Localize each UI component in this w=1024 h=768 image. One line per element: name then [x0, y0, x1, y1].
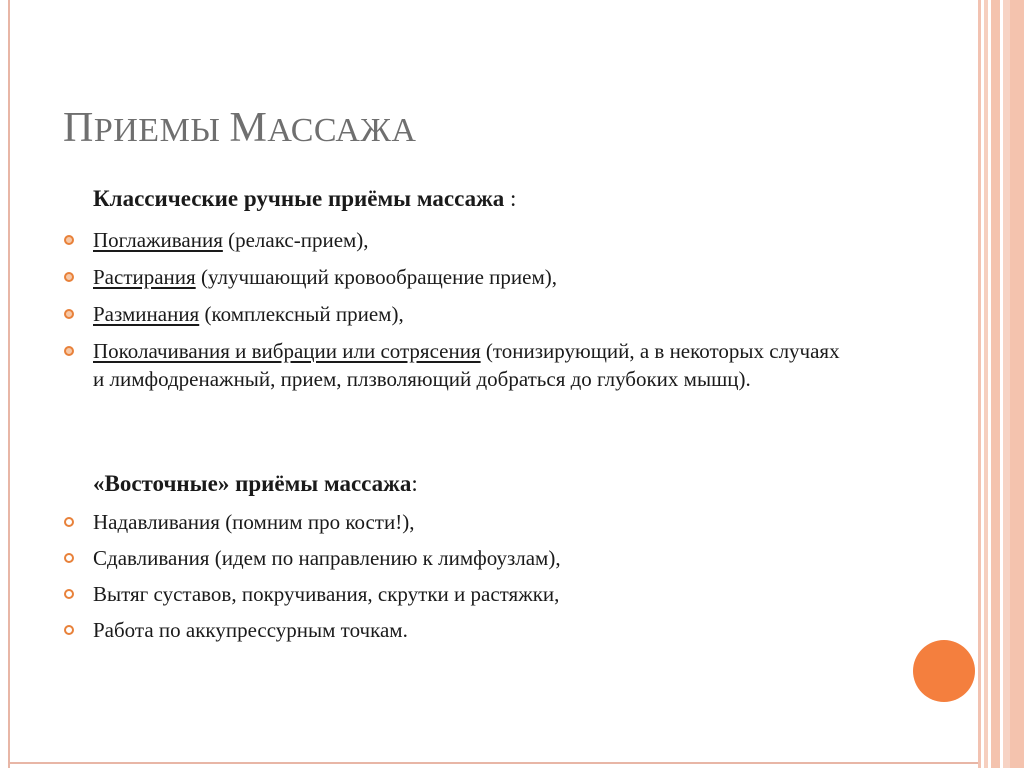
list-item: [62, 337, 852, 393]
classic-list: [62, 226, 852, 402]
list-item-desc: (тонизирующий, а в некоторых случаях и лимфодренажный, прием, плзволяющий добраться до глубоких мышц).: [93, 339, 840, 391]
list-item-desc: (релакс-прием),: [222, 228, 369, 252]
classic-heading: Классические ручные приёмы массажа :: [93, 186, 517, 211]
slide-title: ПРИЕМЫ МАССАЖА: [63, 105, 417, 151]
slide-frame-left: [8, 0, 10, 768]
list-item: [62, 616, 852, 644]
decor-stripe: [1010, 0, 1024, 768]
list-item-term: Растирания: [93, 265, 196, 289]
list-item-text: Надавливания (помним про кости!),: [93, 510, 415, 534]
list-item: [62, 544, 852, 572]
bullet-icon: [64, 553, 74, 563]
decor-circle: [913, 640, 975, 702]
list-item: [62, 580, 852, 608]
decor-stripe: [991, 0, 1000, 768]
bullet-icon: [64, 517, 74, 527]
list-item: [62, 300, 852, 328]
eastern-list: [62, 508, 852, 652]
list-item-text: Вытяг суставов, покручивания, скрутки и растяжки,: [93, 582, 560, 606]
list-item-desc: (комплексный прием),: [199, 302, 404, 326]
list-item-term: Разминания: [93, 302, 200, 326]
list-item-term: Поглаживания: [93, 228, 223, 252]
list-item-desc: (улучшающий кровообращение прием),: [195, 265, 557, 289]
bullet-icon: [64, 625, 74, 635]
eastern-heading: «Восточные» приёмы массажа:: [93, 471, 418, 496]
bullet-icon: [64, 235, 74, 245]
list-item-text: Сдавливания (идем по направлению к лимфоузлам),: [93, 546, 561, 570]
list-item-term: Поколачивания и вибрации или сотрясения: [93, 339, 481, 363]
decor-stripe: [1003, 0, 1010, 768]
list-item: [62, 508, 852, 536]
bullet-icon: [64, 272, 74, 282]
bullet-icon: [64, 346, 74, 356]
bullet-icon: [64, 589, 74, 599]
list-item: [62, 226, 852, 254]
bullet-icon: [64, 309, 74, 319]
list-item: [62, 263, 852, 291]
list-item-text: Работа по аккупрессурным точкам.: [93, 618, 408, 642]
slide-frame-bottom: [10, 762, 980, 764]
